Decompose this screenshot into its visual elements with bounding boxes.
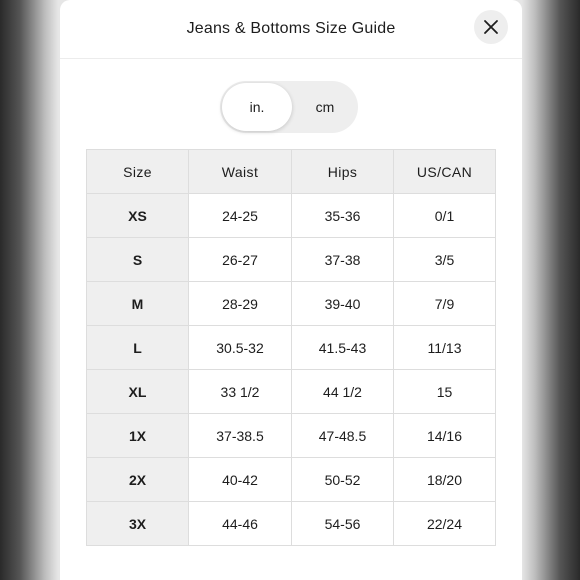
waist-cell: 37-38.5: [189, 414, 292, 458]
column-header-size: Size: [87, 150, 189, 194]
size-table: [86, 149, 496, 546]
us-can-cell: 3/5: [394, 238, 496, 282]
size-cell: S: [87, 238, 189, 282]
table-row: [87, 502, 496, 546]
hips-cell: 44 1/2: [292, 370, 394, 414]
column-header-hips: Hips: [292, 150, 394, 194]
size-cell: 3X: [87, 502, 189, 546]
waist-cell: 26-27: [189, 238, 292, 282]
table-row: [87, 282, 496, 326]
table-row: [87, 238, 496, 282]
hips-cell: 39-40: [292, 282, 394, 326]
close-icon: [483, 19, 499, 35]
unit-toggle: [220, 81, 358, 133]
waist-cell: 24-25: [189, 194, 292, 238]
size-cell: M: [87, 282, 189, 326]
us-can-cell: 7/9: [394, 282, 496, 326]
us-can-cell: 11/13: [394, 326, 496, 370]
hips-cell: 54-56: [292, 502, 394, 546]
size-cell: 1X: [87, 414, 189, 458]
us-can-cell: 0/1: [394, 194, 496, 238]
hips-cell: 50-52: [292, 458, 394, 502]
column-header-waist: Waist: [189, 150, 292, 194]
size-cell: L: [87, 326, 189, 370]
table-row: [87, 194, 496, 238]
waist-cell: 40-42: [189, 458, 292, 502]
waist-cell: 28-29: [189, 282, 292, 326]
table-row: [87, 370, 496, 414]
table-header-row: [87, 150, 496, 194]
hips-cell: 35-36: [292, 194, 394, 238]
modal-title: Jeans & Bottoms Size Guide: [186, 20, 396, 37]
us-can-cell: 15: [394, 370, 496, 414]
size-guide-modal: [60, 0, 522, 580]
waist-cell: 30.5-32: [189, 326, 292, 370]
table-row: [87, 458, 496, 502]
size-cell: XL: [87, 370, 189, 414]
waist-cell: 33 1/2: [189, 370, 292, 414]
us-can-cell: 18/20: [394, 458, 496, 502]
size-cell: 2X: [87, 458, 189, 502]
hips-cell: 41.5-43: [292, 326, 394, 370]
table-row: [87, 326, 496, 370]
waist-cell: 44-46: [189, 502, 292, 546]
modal-header: [60, 0, 522, 59]
size-cell: XS: [87, 194, 189, 238]
table-row: [87, 414, 496, 458]
column-header-us-can: US/CAN: [394, 150, 496, 194]
us-can-cell: 22/24: [394, 502, 496, 546]
unit-option-cm[interactable]: cm: [315, 99, 335, 115]
hips-cell: 47-48.5: [292, 414, 394, 458]
close-button[interactable]: [474, 10, 508, 44]
hips-cell: 37-38: [292, 238, 394, 282]
unit-option-in[interactable]: in.: [222, 83, 292, 131]
us-can-cell: 14/16: [394, 414, 496, 458]
